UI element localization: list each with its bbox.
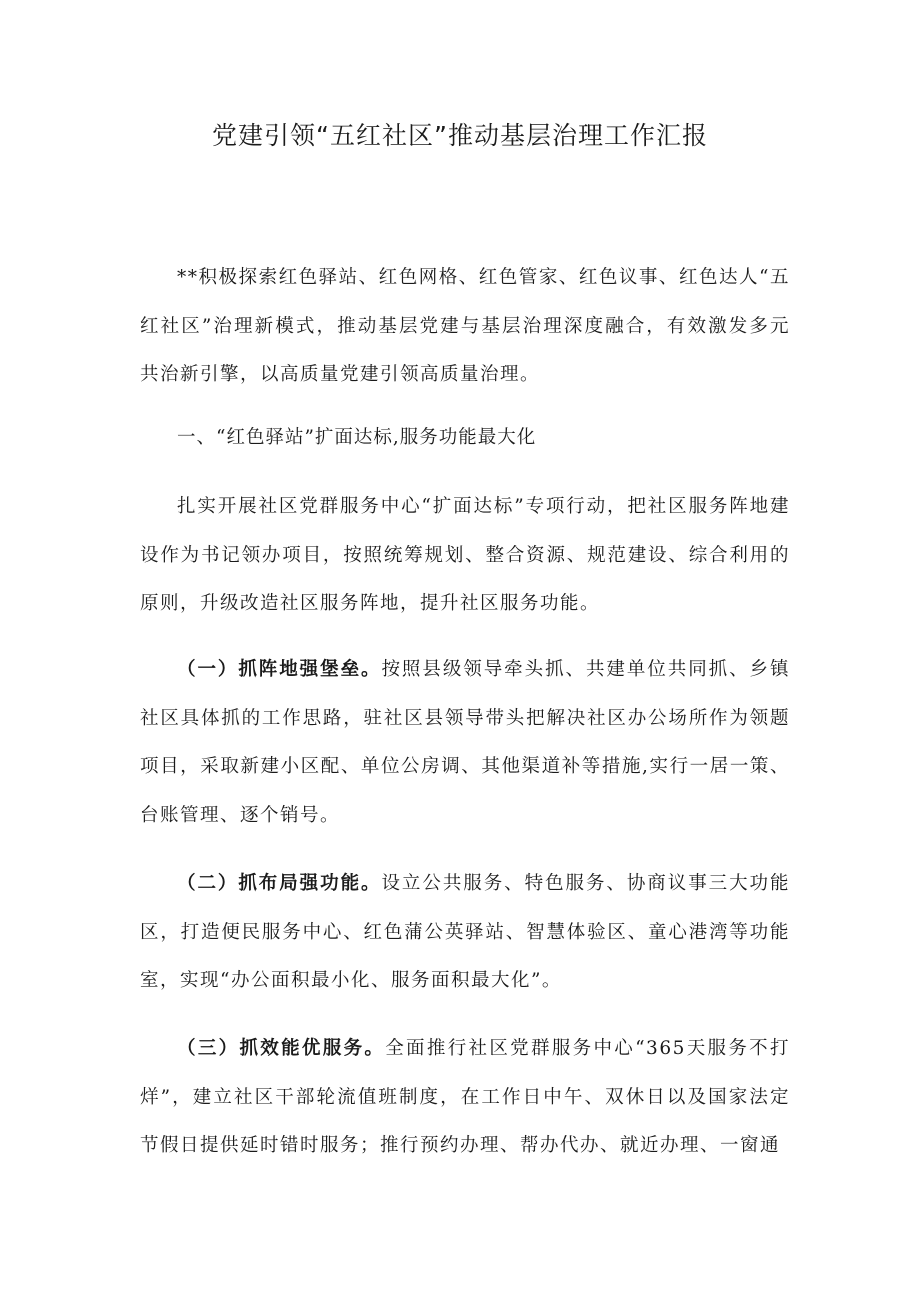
section-heading: 一、“红色驿站”扩面达标,服务功能最大化 — [177, 427, 537, 448]
intro-paragraph: **积极探索红色驿站、红色网格、红色管家、红色议事、红色达人“五红社区”治理新模式，推动基层党建与基层治理深度融合，有效激发多元共治新引擎，以高质量党建引领高质量治理。 — [140, 267, 790, 385]
document-title: 党建引领“五红社区”推动基层治理工作汇报 — [212, 121, 708, 150]
item-text-3: 全面推行社区党群服务中心“365天服务不打烊”，建立社区干部轮流值班制度，在工作日中午、双休日以及国家法定节假日提供延时错时服务；推行预约办理、帮办代办、就近办理、一窗通 — [140, 1038, 790, 1156]
item-title-2: （二）抓布局强功能。 — [177, 873, 382, 894]
item-text-2: 设立公共服务、特色服务、协商议事三大功能区，打造便民服务中心、红色蒲公英驿站、智慧体验区、童心港湾等功能室，实现“办公面积最小化、服务面积最大化”。 — [140, 873, 790, 991]
item-paragraph-3 — [140, 1025, 790, 1171]
item-title-3: （三）抓效能优服务。 — [177, 1038, 386, 1059]
item-title-1: （一）抓阵地强堡垒。 — [177, 659, 382, 680]
item-paragraph-2 — [140, 860, 790, 1006]
item-paragraph-1 — [140, 646, 790, 840]
item-text-1: 按照县级领导牵头抓、共建单位共同抓、乡镇社区具体抓的工作思路，驻社区县领导带头把解决社区办公场所作为领题项目，采取新建小区配、单位公房调、其他渠道补等措施,实行一居一策、台账管理、逐个销号。 — [140, 659, 790, 826]
section-body-paragraph: 扎实开展社区党群服务中心“扩面达标”专项行动，把社区服务阵地建设作为书记领办项目，按照统筹规划、整合资源、规范建设、综合利用的原则，升级改造社区服务阵地，提升社区服务功能。 — [140, 496, 790, 614]
